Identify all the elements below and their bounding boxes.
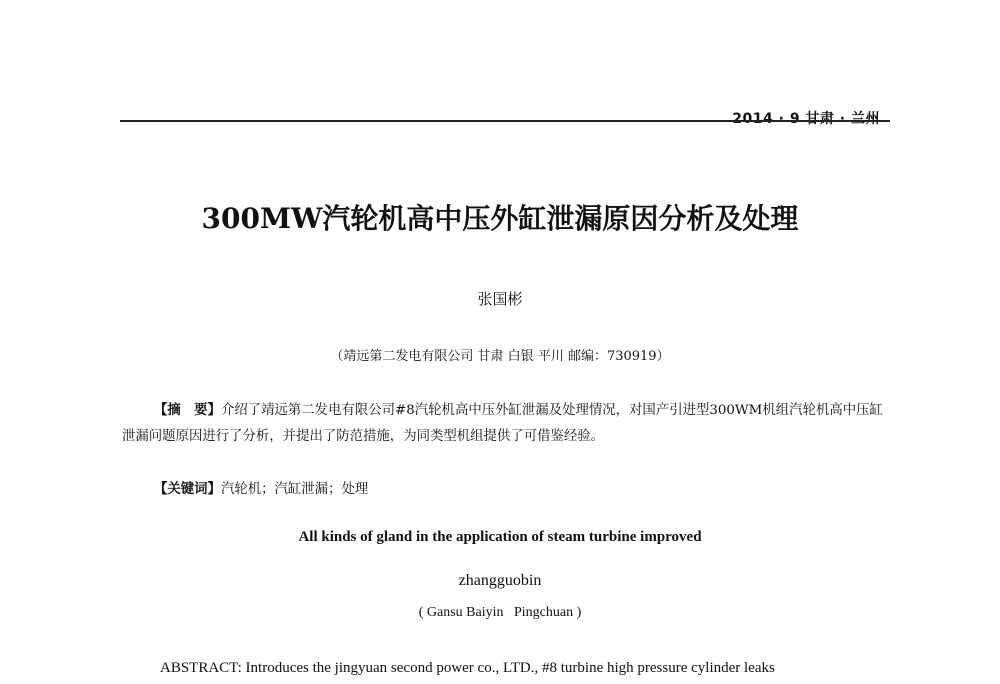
abstract-paragraph bbox=[122, 398, 888, 450]
english-title: All kinds of gland in the application of steam turbine improved bbox=[298, 529, 702, 545]
english-abstract-text: Introduces the jingyuan second power co., LTD., #8 turbine high pressure cylinder leaks bbox=[245, 660, 775, 676]
english-abstract-line bbox=[160, 660, 900, 677]
english-affiliation: ( Gansu Baiyin Pingchuan ) bbox=[418, 605, 582, 620]
author-name: 张国彬 bbox=[477, 290, 523, 308]
keywords-label: 【关键词】 bbox=[154, 482, 221, 497]
abstract-label: 【摘 要】 bbox=[154, 403, 221, 418]
header-date-location: 2014 · 9 甘肃 · 兰州 bbox=[732, 111, 880, 127]
keywords-line bbox=[154, 478, 368, 497]
keywords-text: 汽轮机；汽缸泄漏；处理 bbox=[220, 482, 369, 497]
english-author: zhangguobin bbox=[458, 572, 542, 589]
author-affiliation: （靖远第二发电有限公司 甘肃 白银 平川 邮编：730919） bbox=[330, 349, 670, 364]
header-rule bbox=[120, 120, 890, 122]
paper-title: 300MW汽轮机高中压外缸泄漏原因分析及处理 bbox=[201, 202, 799, 235]
abstract-text: 介绍了靖远第二发电有限公司#8汽轮机高中压外缸泄漏及处理情况，对国产引进型300WM机组汽轮机高中压缸泄漏问题原因进行了分析，并提出了防范措施，为同类型机组提供了可借鉴经验。 bbox=[122, 403, 883, 444]
english-abstract-label: ABSTRACT: bbox=[160, 660, 242, 676]
